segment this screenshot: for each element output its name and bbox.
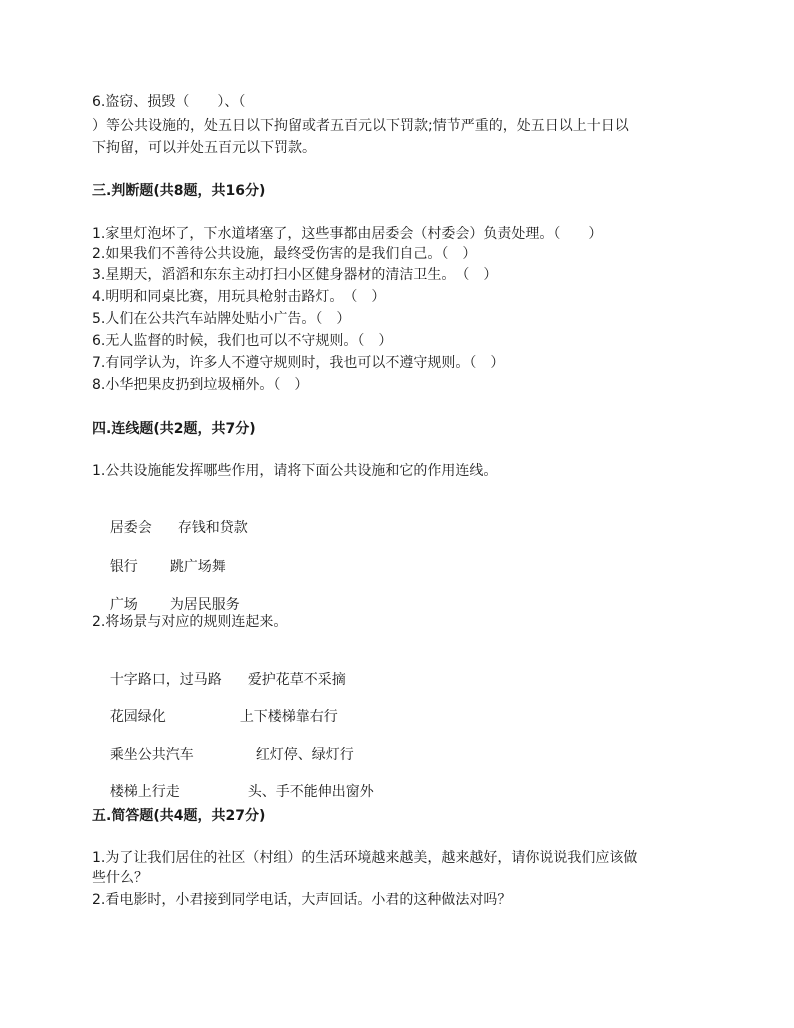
- judge-item-6: 6.无人监督的时候，我们也可以不守规则。（ ）: [92, 333, 393, 349]
- match-q2-prompt: 2.将场景与对应的规则连起来。: [92, 614, 288, 630]
- match-right-item: 跳广场舞: [169, 559, 226, 575]
- section-4-title: 四.连线题(共2题，共7分): [92, 421, 256, 437]
- match-right-item: 上下楼梯靠右行: [239, 709, 338, 725]
- judge-item-1: 1.家里灯泡坏了，下水道堵塞了，这些事都由居委会（村委会）负责处理。（ ）: [92, 226, 603, 242]
- judge-item-3: 3.星期天，滔滔和东东主动打扫小区健身器材的清洁卫生。 （ ）: [92, 267, 498, 283]
- section-5-title: 五.简答题(共4题，共27分): [92, 808, 266, 824]
- match-left-item: 楼梯上行走: [109, 784, 180, 800]
- section-3-title: 三.判断题(共8题，共16分): [92, 183, 266, 199]
- judge-item-8: 8.小华把果皮扔到垃圾桶外。（ ）: [92, 377, 309, 393]
- short-answer-q2: 2.看电影时，小君接到同学电话，大声回话。小君的这种做法对吗？: [92, 892, 512, 908]
- match-left-item: 广场: [109, 597, 138, 613]
- match-right-item: 为居民服务: [169, 597, 240, 613]
- q6-line-3: 下拘留，可以并处五百元以下罚款。: [92, 140, 316, 156]
- match-left-item: 花园绿化: [109, 709, 166, 725]
- judge-item-4: 4.明明和同桌比赛，用玩具枪射击路灯。 （ ）: [92, 289, 386, 305]
- match-right-item: 爱护花草不采摘: [247, 672, 346, 688]
- match-right-item: 存钱和贷款: [177, 520, 248, 536]
- match-left-item: 乘坐公共汽车: [109, 747, 194, 763]
- match-left-item: 十字路口，过马路: [109, 672, 222, 688]
- match-right-item: 头、手不能伸出窗外: [247, 784, 374, 800]
- match-left-item: 银行: [109, 559, 138, 575]
- q6-line-1: 6.盗窃、损毁（ ）、（: [92, 94, 246, 110]
- judge-item-7: 7.有同学认为，许多人不遵守规则时，我也可以不遵守规则。（ ）: [92, 355, 505, 371]
- match-q1-prompt: 1.公共设施能发挥哪些作用，请将下面公共设施和它的作用连线。: [92, 463, 498, 479]
- q6-line-2: ）等公共设施的，处五日以下拘留或者五百元以下罚款;情节严重的，处五日以上十日以: [92, 118, 629, 134]
- short-answer-q1-line-1: 1.为了让我们居住的社区（村组）的生活环境越来越美，越来越好，请你说说我们应该做: [92, 850, 638, 866]
- short-answer-q1-line-2: 些什么？: [92, 870, 148, 886]
- match-right-item: 红灯停、绿灯行: [255, 747, 354, 763]
- judge-item-2: 2.如果我们不善待公共设施，最终受伤害的是我们自己。（ ）: [92, 246, 477, 262]
- match-left-item: 居委会: [109, 520, 152, 536]
- judge-item-5: 5.人们在公共汽车站牌处贴小广告。（ ）: [92, 311, 351, 327]
